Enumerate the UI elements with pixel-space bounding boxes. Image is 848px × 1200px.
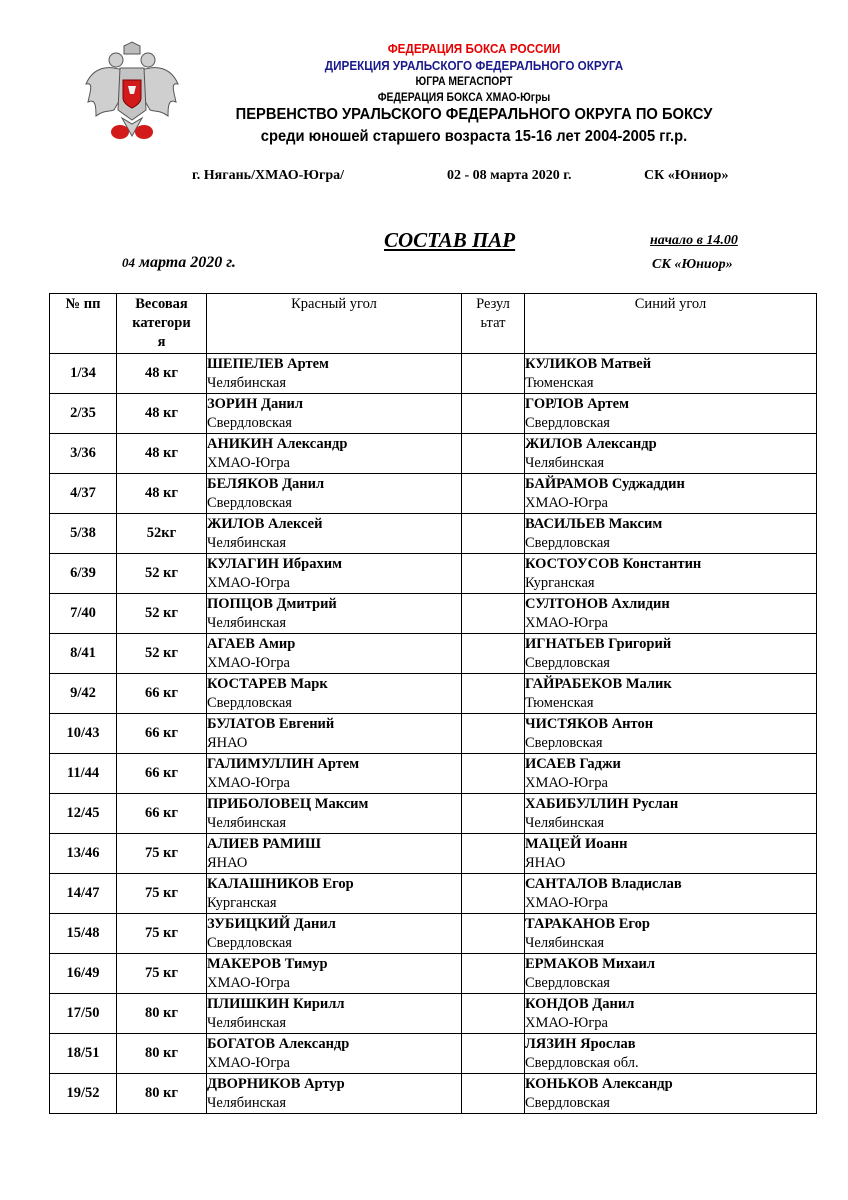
blue-fighter-name: ЛЯЗИН Ярослав (525, 1036, 636, 1052)
red-corner-cell (207, 434, 462, 474)
blue-fighter-region: Челябинская (525, 935, 605, 951)
bout-number: 11/44 (50, 754, 117, 794)
table-row (50, 514, 817, 554)
weight-category: 48 кг (117, 434, 207, 474)
blue-fighter-name: ГАЙРАБЕКОВ Малик (525, 676, 672, 692)
blue-corner-cell (525, 394, 817, 434)
blue-fighter-name: САНТАЛОВ Владислав (525, 876, 682, 892)
bout-number: 14/47 (50, 874, 117, 914)
result-cell (462, 914, 525, 954)
bout-number: 8/41 (50, 634, 117, 674)
red-fighter-region: Челябинская (207, 1095, 287, 1111)
bout-number: 6/39 (50, 554, 117, 594)
blue-corner-cell (525, 434, 817, 474)
result-cell (462, 1034, 525, 1074)
blue-fighter-region: Свердловская (525, 535, 610, 551)
red-fighter-name: АЛИЕВ РАМИШ (207, 836, 321, 852)
red-fighter-region: Челябинская (207, 375, 287, 391)
red-fighter-region: ХМАО-Югра (207, 775, 290, 791)
blue-fighter-region: Свердловская (525, 1095, 610, 1111)
blue-fighter-region: Челябинская (525, 815, 605, 831)
weight-category: 48 кг (117, 394, 207, 434)
red-fighter-name: КАЛАШНИКОВ Егор (207, 876, 354, 892)
table-row (50, 714, 817, 754)
red-fighter-region: Свердловская (207, 495, 292, 511)
blue-corner-cell (525, 714, 817, 754)
result-cell (462, 754, 525, 794)
weight-category: 80 кг (117, 994, 207, 1034)
weight-category: 75 кг (117, 834, 207, 874)
red-fighter-name: КУЛАГИН Ибрахим (207, 556, 342, 572)
red-fighter-name: ЖИЛОВ Алексей (207, 516, 323, 532)
bout-number: 7/40 (50, 594, 117, 634)
weight-category: 75 кг (117, 954, 207, 994)
red-fighter-name: МАКЕРОВ Тимур (207, 956, 328, 972)
red-fighter-region: ХМАО-Югра (207, 655, 290, 671)
header-weight: Весовая категори я (117, 294, 207, 354)
table-row (50, 474, 817, 514)
federation-title: ФЕДЕРАЦИЯ БОКСА РОССИИ (387, 41, 561, 56)
red-fighter-region: Курганская (207, 895, 277, 911)
blue-fighter-name: МАЦЕЙ Иоанн (525, 836, 628, 852)
red-corner-cell (207, 834, 462, 874)
weight-category: 52 кг (117, 594, 207, 634)
red-fighter-region: Челябинская (207, 815, 287, 831)
blue-fighter-region: Тюменская (525, 375, 594, 391)
weight-category: 52кг (117, 514, 207, 554)
red-fighter-name: ЗОРИН Данил (207, 396, 304, 412)
blue-corner-cell (525, 1074, 817, 1114)
red-fighter-name: АГАЕВ Амир (207, 636, 296, 652)
bout-number: 2/35 (50, 394, 117, 434)
weight-category: 66 кг (117, 674, 207, 714)
blue-corner-cell (525, 994, 817, 1034)
blue-fighter-region: Сверловская (525, 735, 603, 751)
weight-category: 80 кг (117, 1074, 207, 1114)
result-cell (462, 994, 525, 1034)
result-cell (462, 674, 525, 714)
bout-date (122, 254, 236, 272)
championship-title: ПЕРВЕНСТВО УРАЛЬСКОГО ФЕДЕРАЛЬНОГО ОКРУГА ПО БОКСУ (235, 106, 713, 123)
table-row (50, 554, 817, 594)
bout-number: 17/50 (50, 994, 117, 1034)
bout-number: 15/48 (50, 914, 117, 954)
result-cell (462, 354, 525, 394)
table-row (50, 354, 817, 394)
red-fighter-region: ХМАО-Югра (207, 575, 290, 591)
red-corner-cell (207, 994, 462, 1034)
table-row (50, 834, 817, 874)
table-row (50, 394, 817, 434)
blue-fighter-name: ИГНАТЬЕВ Григорий (525, 636, 672, 652)
result-cell (462, 954, 525, 994)
blue-fighter-region: Тюменская (525, 695, 594, 711)
red-fighter-region: ХМАО-Югра (207, 455, 290, 471)
red-corner-cell (207, 874, 462, 914)
red-fighter-name: АНИКИН Александр (207, 436, 348, 452)
blue-fighter-name: ЖИЛОВ Александр (525, 436, 657, 452)
red-fighter-region: Свердловская (207, 695, 292, 711)
organizer-megasport: ЮГРА МЕГАСПОРТ (415, 76, 513, 88)
red-fighter-name: КОСТАРЕВ Марк (207, 676, 328, 692)
blue-fighter-region: Свердловская (525, 655, 610, 671)
red-fighter-name: ПРИБОЛОВЕЦ Максим (207, 796, 369, 812)
blue-corner-cell (525, 754, 817, 794)
blue-fighter-name: ИСАЕВ Гаджи (525, 756, 621, 772)
red-corner-cell (207, 594, 462, 634)
red-corner-cell (207, 754, 462, 794)
blue-corner-cell (525, 874, 817, 914)
red-fighter-name: ГАЛИМУЛЛИН Артем (207, 756, 360, 772)
blue-fighter-name: КУЛИКОВ Матвей (525, 356, 652, 372)
blue-fighter-name: КОСТОУСОВ Константин (525, 556, 702, 572)
blue-fighter-region: ХМАО-Югра (525, 895, 608, 911)
result-cell (462, 434, 525, 474)
red-corner-cell (207, 1034, 462, 1074)
blue-fighter-region: ХМАО-Югра (525, 615, 608, 631)
table-row (50, 794, 817, 834)
red-corner-cell (207, 1074, 462, 1114)
red-corner-cell (207, 634, 462, 674)
weight-category: 66 кг (117, 714, 207, 754)
table-row (50, 594, 817, 634)
event-city: г. Нягань/ХМАО-Югра/ (192, 168, 345, 183)
bout-number: 10/43 (50, 714, 117, 754)
red-fighter-name: ПОПЦОВ Дмитрий (207, 596, 337, 612)
bout-venue: СК «Юниор» (652, 257, 733, 272)
page-title: СОСТАВ ПАР (384, 228, 516, 252)
header-blue-corner: Синий угол (525, 294, 817, 354)
event-venue: СК «Юниор» (644, 168, 729, 183)
bout-number: 9/42 (50, 674, 117, 714)
red-fighter-region: ЯНАО (207, 855, 248, 871)
bout-number: 1/34 (50, 354, 117, 394)
table-row (50, 914, 817, 954)
blue-fighter-region: Челябинская (525, 455, 605, 471)
blue-corner-cell (525, 594, 817, 634)
red-fighter-region: Свердловская (207, 935, 292, 951)
red-fighter-region: Челябинская (207, 615, 287, 631)
blue-fighter-region: ЯНАО (525, 855, 566, 871)
age-category: среди юношей старшего возраста 15-16 лет 2004-2005 гг.р. (260, 128, 688, 145)
blue-fighter-region: ХМАО-Югра (525, 775, 608, 791)
blue-fighter-name: БАЙРАМОВ Суджаддин (525, 476, 685, 492)
red-fighter-name: ШЕПЕЛЕВ Артем (207, 356, 329, 372)
blue-fighter-name: КОНЬКОВ Александр (525, 1076, 673, 1092)
table-row (50, 634, 817, 674)
bout-date-month: марта 2020 г. (139, 254, 236, 271)
red-fighter-name: БЕЛЯКОВ Данил (207, 476, 325, 492)
red-fighter-region: Свердловская (207, 415, 292, 431)
red-corner-cell (207, 354, 462, 394)
blue-corner-cell (525, 834, 817, 874)
result-cell (462, 834, 525, 874)
table-row (50, 754, 817, 794)
weight-category: 48 кг (117, 474, 207, 514)
red-corner-cell (207, 394, 462, 434)
blue-corner-cell (525, 474, 817, 514)
red-corner-cell (207, 474, 462, 514)
blue-fighter-name: ГОРЛОВ Артем (525, 396, 629, 412)
bout-number: 4/37 (50, 474, 117, 514)
table-row (50, 1034, 817, 1074)
result-cell (462, 1074, 525, 1114)
table-row (50, 994, 817, 1034)
red-fighter-region: ХМАО-Югра (207, 975, 290, 991)
red-corner-cell (207, 554, 462, 594)
blue-fighter-name: ТАРАКАНОВ Егор (525, 916, 650, 932)
blue-corner-cell (525, 1034, 817, 1074)
blue-corner-cell (525, 354, 817, 394)
result-cell (462, 514, 525, 554)
blue-fighter-region: Курганская (525, 575, 595, 591)
weight-category: 52 кг (117, 554, 207, 594)
event-dates: 02 - 08 марта 2020 г. (447, 168, 572, 183)
header-red-corner: Красный угол (207, 294, 462, 354)
weight-category: 66 кг (117, 754, 207, 794)
weight-category: 48 кг (117, 354, 207, 394)
result-cell (462, 634, 525, 674)
blue-fighter-region: Свердловская обл. (525, 1055, 639, 1071)
weight-category: 66 кг (117, 794, 207, 834)
result-cell (462, 394, 525, 434)
blue-fighter-name: СУЛТОНОВ Ахлидин (525, 596, 670, 612)
blue-fighter-region: Свердловская (525, 975, 610, 991)
blue-corner-cell (525, 954, 817, 994)
bout-number: 3/36 (50, 434, 117, 474)
weight-category: 80 кг (117, 1034, 207, 1074)
weight-category: 75 кг (117, 874, 207, 914)
blue-fighter-name: ХАБИБУЛЛИН Руслан (525, 796, 679, 812)
header-num: № пп (50, 294, 117, 354)
red-fighter-name: БУЛАТОВ Евгений (207, 716, 335, 732)
blue-fighter-name: ЕРМАКОВ Михаил (525, 956, 655, 972)
result-cell (462, 554, 525, 594)
red-fighter-name: БОГАТОВ Александр (207, 1036, 350, 1052)
bout-number: 16/49 (50, 954, 117, 994)
header-result: Резул ьтат (462, 294, 525, 354)
red-fighter-region: Челябинская (207, 1015, 287, 1031)
organizer-federation: ФЕДЕРАЦИЯ БОКСА ХМАО-Югры (377, 92, 551, 104)
red-fighter-region: ХМАО-Югра (207, 1055, 290, 1071)
table-row (50, 874, 817, 914)
bout-number: 5/38 (50, 514, 117, 554)
blue-corner-cell (525, 634, 817, 674)
red-corner-cell (207, 794, 462, 834)
red-fighter-name: ДВОРНИКОВ Артур (207, 1076, 345, 1092)
pairs-table (49, 293, 817, 1114)
red-corner-cell (207, 954, 462, 994)
weight-category: 52 кг (117, 634, 207, 674)
red-corner-cell (207, 714, 462, 754)
table-row (50, 954, 817, 994)
table-row (50, 674, 817, 714)
blue-fighter-name: ЧИСТЯКОВ Антон (525, 716, 654, 732)
directorate-title: ДИРЕКЦИЯ УРАЛЬСКОГО ФЕДЕРАЛЬНОГО ОКРУГА (324, 58, 624, 73)
bout-number: 19/52 (50, 1074, 117, 1114)
blue-fighter-name: ВАСИЛЬЕВ Максим (525, 516, 663, 532)
blue-corner-cell (525, 554, 817, 594)
table-header-row (50, 294, 817, 354)
blue-fighter-region: ХМАО-Югра (525, 1015, 608, 1031)
red-corner-cell (207, 914, 462, 954)
red-fighter-name: ПЛИШКИН Кирилл (207, 996, 345, 1012)
blue-fighter-name: КОНДОВ Данил (525, 996, 635, 1012)
blue-fighter-region: ХМАО-Югра (525, 495, 608, 511)
blue-corner-cell (525, 514, 817, 554)
red-fighter-region: Челябинская (207, 535, 287, 551)
bout-number: 12/45 (50, 794, 117, 834)
blue-fighter-region: Свердловская (525, 415, 610, 431)
start-time: начало в 14.00 (650, 233, 738, 248)
bout-date-day: 04 (122, 255, 135, 270)
blue-corner-cell (525, 794, 817, 834)
table-row (50, 1074, 817, 1114)
weight-category: 75 кг (117, 914, 207, 954)
red-corner-cell (207, 514, 462, 554)
blue-corner-cell (525, 914, 817, 954)
blue-corner-cell (525, 674, 817, 714)
result-cell (462, 474, 525, 514)
result-cell (462, 874, 525, 914)
bout-number: 13/46 (50, 834, 117, 874)
table-row (50, 434, 817, 474)
red-fighter-region: ЯНАО (207, 735, 248, 751)
bout-number: 18/51 (50, 1034, 117, 1074)
result-cell (462, 794, 525, 834)
result-cell (462, 714, 525, 754)
red-fighter-name: ЗУБИЦКИЙ Данил (207, 916, 336, 932)
red-corner-cell (207, 674, 462, 714)
result-cell (462, 594, 525, 634)
